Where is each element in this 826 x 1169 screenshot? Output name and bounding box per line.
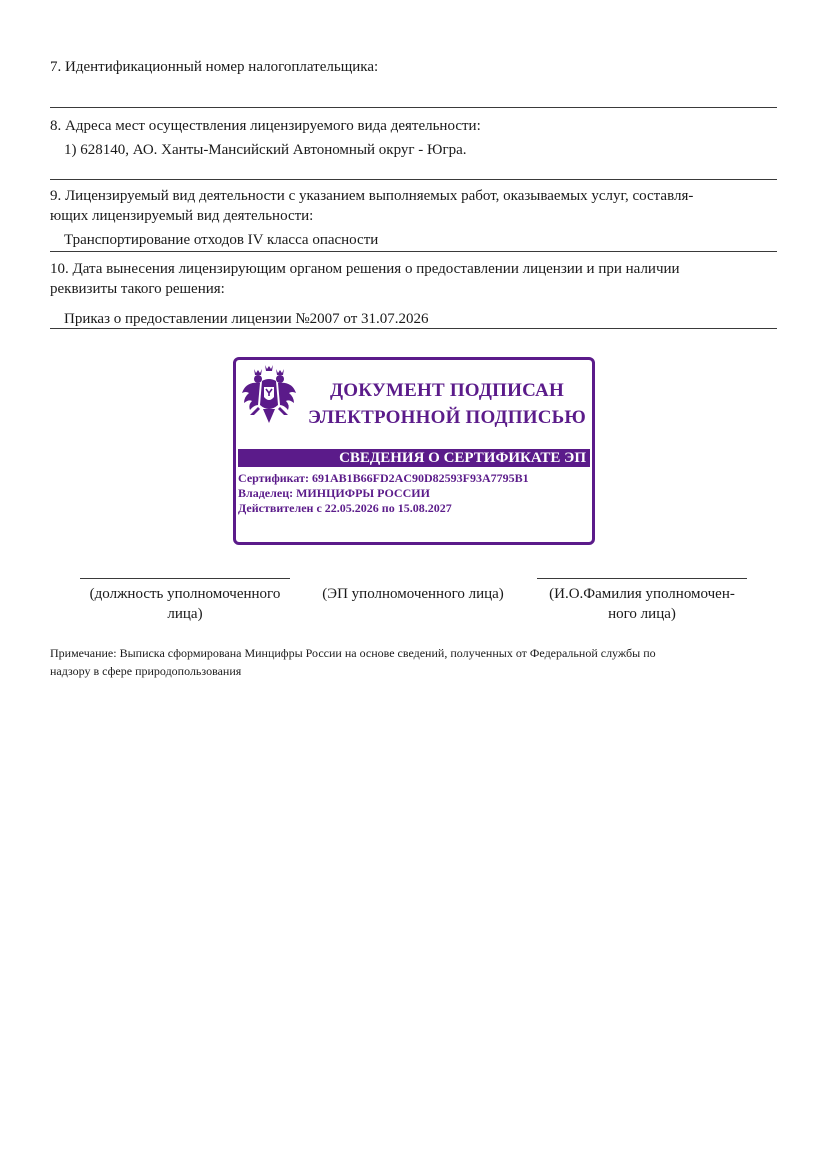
stamp-certificate-band — [238, 449, 590, 467]
stamp-valid: Действителен с 22.05.2026 по 15.08.2027 — [238, 501, 452, 515]
section-10-label-line2: реквизиты такого решения: — [50, 281, 225, 297]
ep-caption-text: (ЭП уполномоченного лица) — [322, 586, 504, 602]
section-8-label: 8. Адреса мест осуществления лицензируемого вида деятельности: — [50, 118, 481, 134]
position-signature-line — [80, 578, 290, 579]
stamp-owner: Владелец: МИНЦИФРЫ РОССИИ — [238, 486, 430, 500]
section-10-label-line1: 10. Дата вынесения лицензирующим органом решения о предоставлении лицензии и при наличии — [50, 261, 680, 277]
footnote-line1: Примечание: Выписка сформирована Минцифры России на основе сведений, полученных от Федеральной службы по — [50, 646, 656, 660]
position-caption-line1: (должность уполномоченного — [89, 586, 281, 602]
stamp-band-label: СВЕДЕНИЯ О СЕРТИФИКАТЕ ЭП — [339, 450, 586, 466]
position-caption-line2: лица) — [167, 606, 203, 622]
name-signature-line — [537, 578, 747, 579]
footnote — [50, 644, 777, 680]
divider — [50, 328, 777, 329]
divider — [50, 107, 777, 108]
footnote-line2: надзору в сфере природопользования — [50, 664, 242, 678]
name-caption — [528, 584, 756, 624]
section-8 — [50, 116, 777, 160]
position-caption — [70, 584, 300, 624]
name-caption-line2: ного лица) — [608, 606, 676, 622]
signature-stamp — [233, 357, 595, 545]
section-9 — [50, 186, 777, 250]
stamp-title-line2: ЭЛЕКТРОННОЙ ПОДПИСЬЮ — [307, 407, 587, 428]
name-caption-line1: (И.О.Фамилия уполномочен- — [549, 586, 735, 602]
divider — [50, 251, 777, 252]
divider — [50, 179, 777, 180]
section-7 — [50, 57, 777, 77]
coat-of-arms-icon — [240, 365, 298, 427]
section-7-label: 7. Идентификационный номер налогоплательщика: — [50, 59, 379, 75]
stamp-title-line1: ДОКУМЕНТ ПОДПИСАН — [330, 380, 564, 401]
section-10 — [50, 259, 777, 329]
ep-caption — [300, 584, 526, 604]
section-10-value: Приказ о предоставлении лицензии №2007 от 31.07.2026 — [64, 311, 429, 327]
section-9-label-line2: ющих лицензируемый вид деятельности: — [50, 208, 314, 224]
section-9-label-line1: 9. Лицензируемый вид деятельности с указанием выполняемых работ, оказываемых услуг, составля- — [50, 188, 694, 204]
section-9-value: Транспортирование отходов IV класса опасности — [64, 232, 379, 248]
stamp-certificate: Сертификат: 691AB1B66FD2AC90D82593F93A7795B1 — [238, 471, 529, 485]
section-8-address: 1) 628140, АО. Ханты-Мансийский Автономный округ - Югра. — [64, 142, 467, 158]
